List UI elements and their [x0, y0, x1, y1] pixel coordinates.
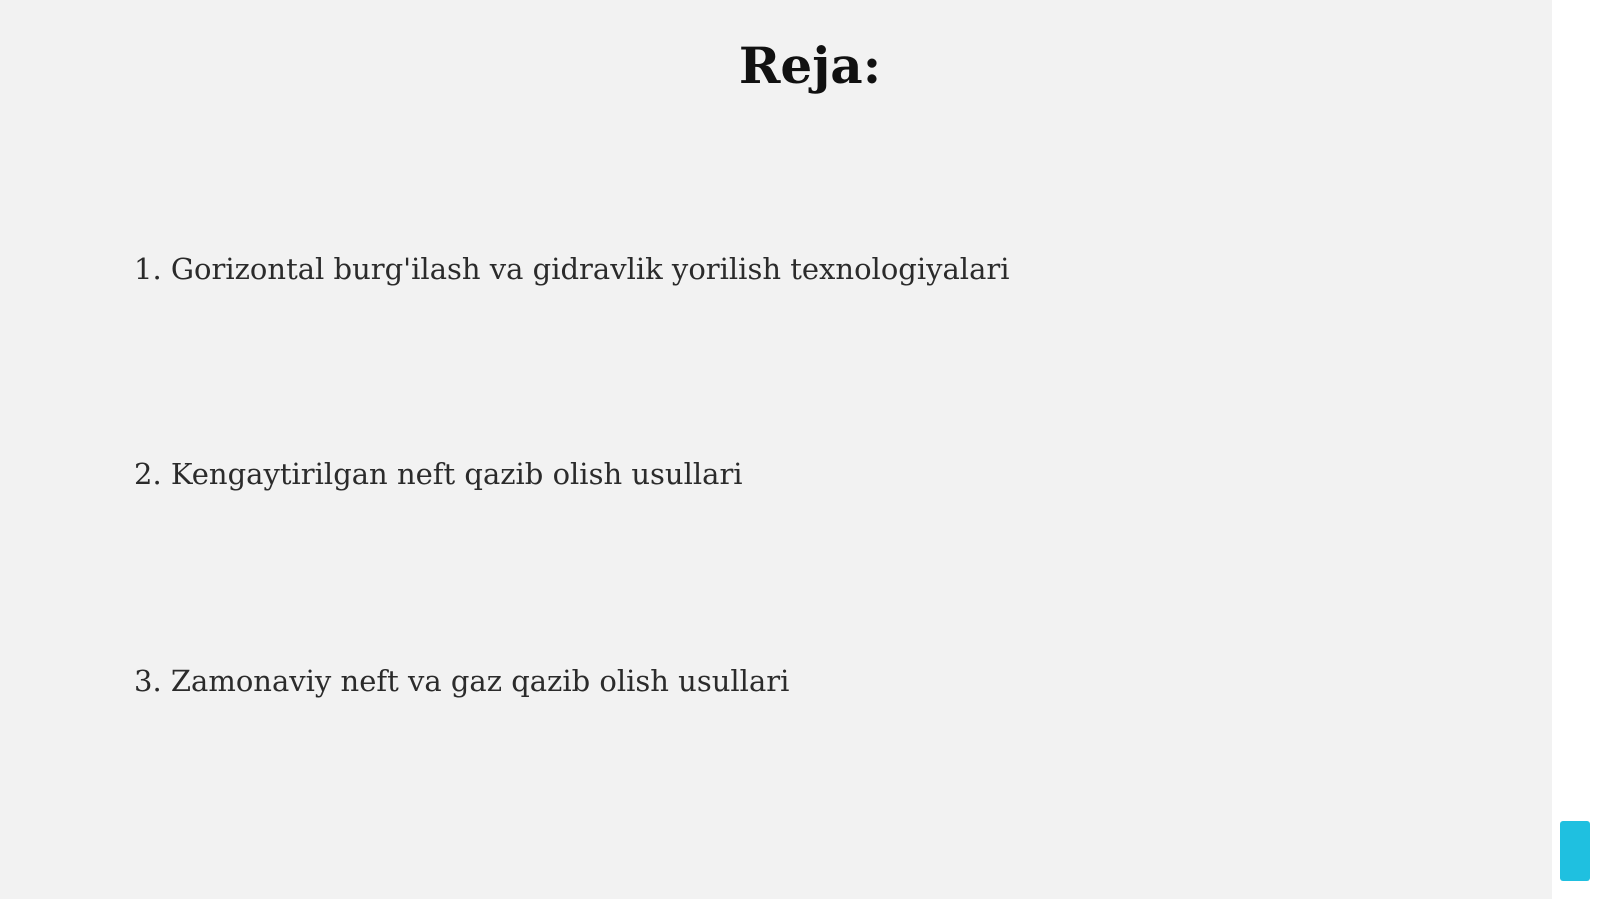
plan-item-3: 3. Zamonaviy neft va gaz qazib olish usullari: [134, 664, 790, 698]
plan-item-1: 1. Gorizontal burg'ilash va gidravlik yorilish texnologiyalari: [134, 252, 1010, 286]
right-margin: [1552, 0, 1600, 899]
plan-item-2: 2. Kengaytirilgan neft qazib olish usullari: [134, 457, 743, 491]
accent-tab[interactable]: [1560, 821, 1590, 881]
slide-title: Reja:: [738, 36, 882, 95]
